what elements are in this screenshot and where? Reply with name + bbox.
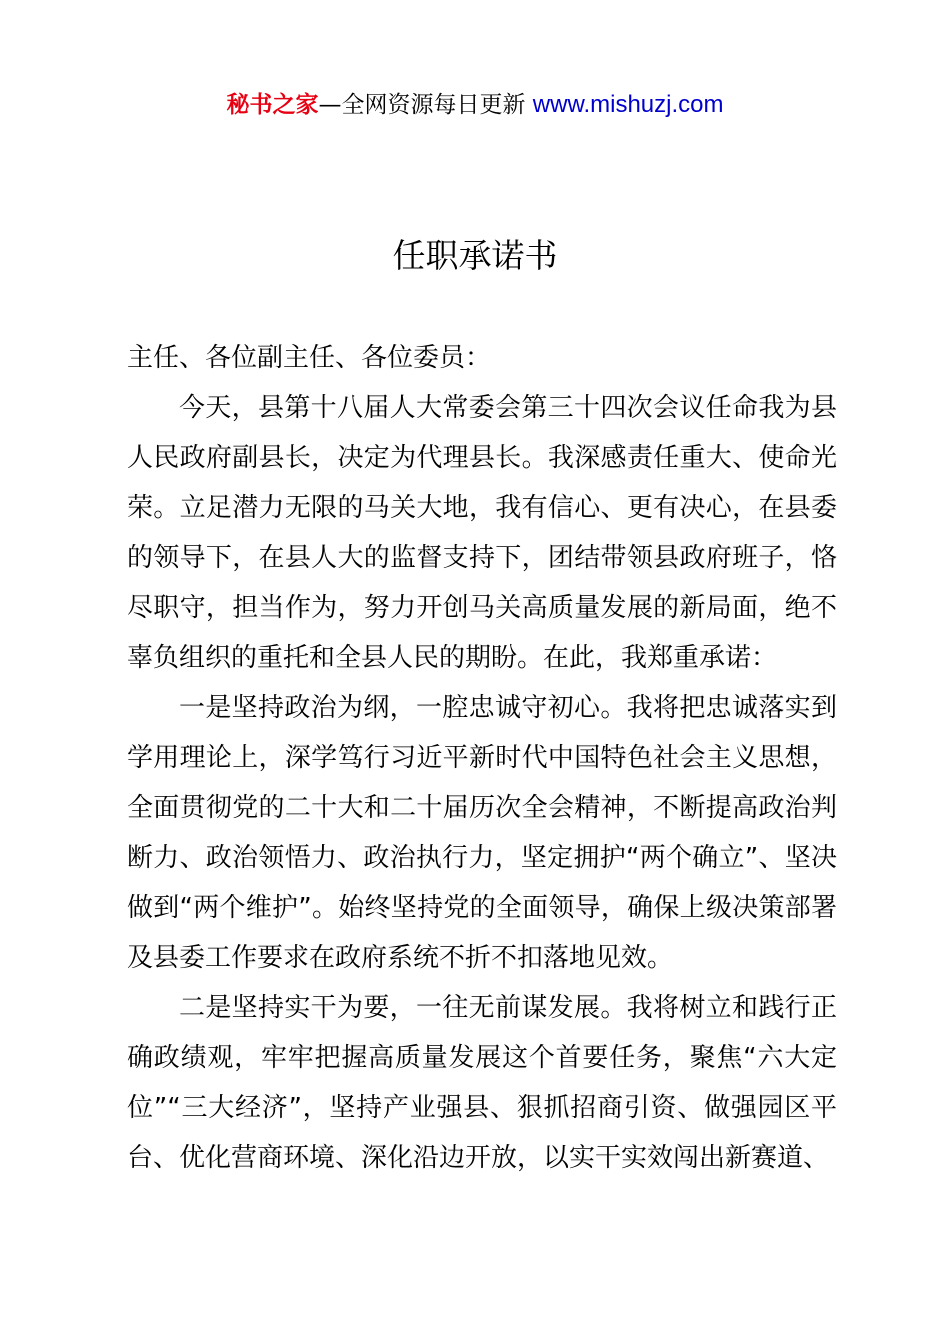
brand-name: 秘书之家 bbox=[226, 92, 319, 118]
salutation: 主任、各位副主任、各位委员： bbox=[127, 343, 492, 373]
paragraph-commitment-1: 一是坚持政治为纲，一腔忠诚守初心。我将把忠诚落实到学用理论上，深学笃行习近平新时代中国特色社会主义思想，全面贯彻党的二十大和二十届历次全会精神，不断提高政治判断力、政治领悟力、政治执行力，坚定拥护“两个确立”、坚决做到“两个维护”。始终坚持党的全面领导，确保上级决策部署及县委工作要求在政府系统不折不扣落地见效。 bbox=[127, 693, 837, 973]
site-header bbox=[0, 88, 950, 122]
document-body bbox=[127, 333, 837, 1183]
paragraph-commitment-2: 二是坚持实干为要，一往无前谋发展。我将树立和践行正确政绩观，牢牢把握高质量发展这个首要任务，聚焦“六大定位”“三大经济”，坚持产业强县、狠抓招商引资、做强园区平台、优化营商环境、深化沿边开放，以实干实效闯出新赛道、 bbox=[127, 993, 837, 1173]
site-url: www.mishuzj.com bbox=[532, 91, 724, 118]
paragraph-intro: 今天，县第十八届人大常委会第三十四次会议任命我为县人民政府副县长，决定为代理县长。我深感责任重大、使命光荣。立足潜力无限的马关大地，我有信心、更有决心，在县委的领导下，在县人大的监督支持下，团结带领县政府班子，恪尽职守，担当作为，努力开创马关高质量发展的新局面，绝不辜负组织的重托和全县人民的期盼。在此，我郑重承诺： bbox=[127, 393, 837, 673]
document-title: 任职承诺书 bbox=[392, 236, 558, 275]
header-tagline: —全网资源每日更新 bbox=[318, 92, 533, 118]
